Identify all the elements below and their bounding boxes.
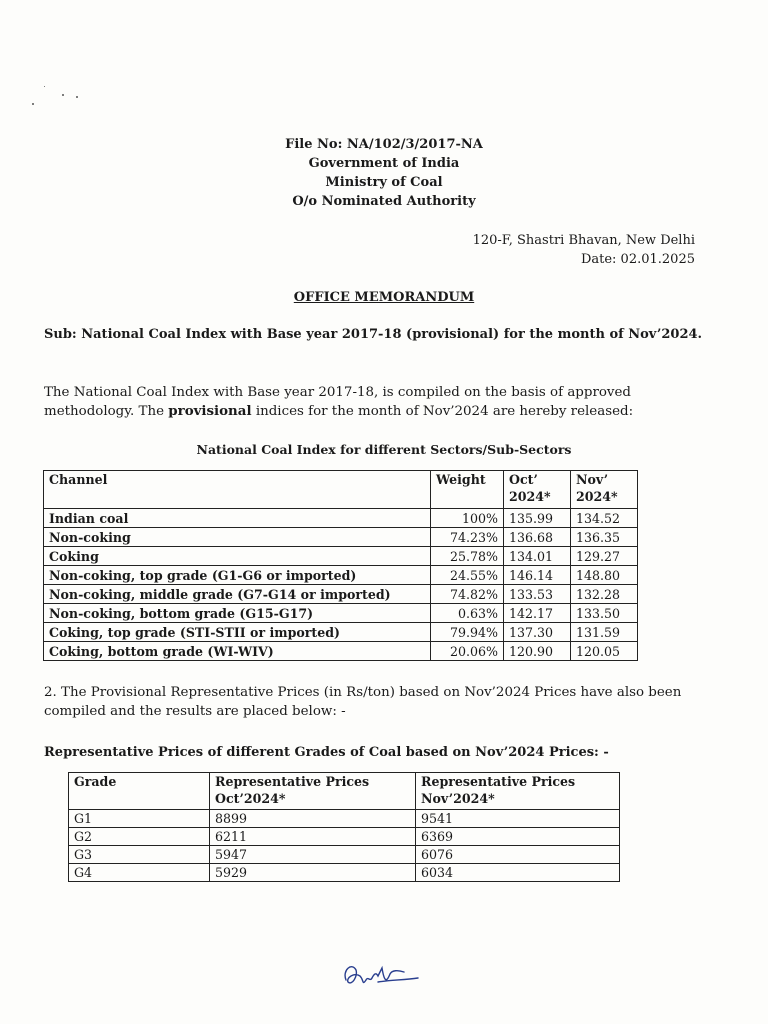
table-row	[44, 509, 638, 528]
col-header-nov-price: Representative Prices Nov’2024*	[416, 773, 620, 810]
scan-speck	[76, 96, 78, 98]
table-row	[44, 547, 638, 566]
weight-cell: 79.94%	[431, 623, 504, 642]
intro-text: The National Coal Index with Base year 2017-18, is compiled on the basis of approved methodology. The	[44, 385, 631, 419]
scan-speck	[32, 103, 34, 105]
channel-cell: Coking, bottom grade (WI-WIV)	[44, 642, 431, 661]
nov-cell: 132.28	[571, 585, 638, 604]
weight-cell: 24.55%	[431, 566, 504, 585]
channel-cell: Non-coking, middle grade (G7-G14 or imported)	[44, 585, 431, 604]
memo-subject: Sub: National Coal Index with Base year 2017-18 (provisional) for the month of Nov’2024.	[44, 327, 703, 342]
price-paragraph: 2. The Provisional Representative Prices (in Rs/ton) based on Nov’2024 Prices have also been compiled and the results are placed below: -	[44, 685, 682, 719]
price-table-caption: Representative Prices of different Grades of Coal based on Nov’2024 Prices: -	[44, 745, 609, 760]
channel-cell: Non-coking, bottom grade (G15-G17)	[44, 604, 431, 623]
nov-cell: 129.27	[571, 547, 638, 566]
ministry-line: Ministry of Coal	[325, 175, 443, 190]
nov-price-cell: 9541	[416, 810, 620, 828]
representative-price-table	[68, 772, 620, 882]
address: 120-F, Shastri Bhavan, New Delhi	[472, 233, 695, 248]
channel-cell: Coking, top grade (STI-STII or imported)	[44, 623, 431, 642]
grade-cell: G1	[69, 810, 210, 828]
nov-cell: 133.50	[571, 604, 638, 623]
weight-cell: 0.63%	[431, 604, 504, 623]
nov-cell: 131.59	[571, 623, 638, 642]
intro-paragraph	[44, 383, 704, 421]
table-row	[44, 623, 638, 642]
oct-price-cell: 8899	[210, 810, 416, 828]
col-header-grade: Grade	[69, 773, 210, 810]
col-header-nov: Nov’ 2024*	[571, 471, 638, 509]
table-row	[69, 828, 620, 846]
grade-cell: G3	[69, 846, 210, 864]
col-header-oct-price: Representative Prices Oct’2024*	[210, 773, 416, 810]
government-line: Government of India	[308, 156, 460, 171]
table-row	[44, 528, 638, 547]
oct-cell: 133.53	[504, 585, 571, 604]
oct-price-cell: 6211	[210, 828, 416, 846]
nov-price-cell: 6076	[416, 846, 620, 864]
oct-cell: 136.68	[504, 528, 571, 547]
weight-cell: 74.23%	[431, 528, 504, 547]
table-row	[69, 846, 620, 864]
table-row	[44, 642, 638, 661]
table-row	[69, 810, 620, 828]
weight-cell: 25.78%	[431, 547, 504, 566]
nov-cell: 136.35	[571, 528, 638, 547]
oct-cell: 134.01	[504, 547, 571, 566]
oct-price-cell: 5929	[210, 864, 416, 882]
scan-speck	[62, 94, 64, 96]
grade-cell: G4	[69, 864, 210, 882]
file-number: File No: NA/102/3/2017-NA	[285, 137, 483, 152]
memo-title: OFFICE MEMORANDUM	[293, 290, 475, 305]
channel-cell: Non-coking	[44, 528, 431, 547]
oct-price-cell: 5947	[210, 846, 416, 864]
coal-index-table	[43, 470, 638, 661]
weight-cell: 100%	[431, 509, 504, 528]
table-row	[44, 566, 638, 585]
col-header-oct: Oct’ 2024*	[504, 471, 571, 509]
table-row	[69, 864, 620, 882]
col-header-weight: Weight	[431, 471, 504, 509]
signature	[338, 958, 428, 998]
table-row	[44, 604, 638, 623]
nov-cell: 120.05	[571, 642, 638, 661]
memo-date: Date: 02.01.2025	[580, 252, 695, 267]
intro-bold-text: provisional	[168, 403, 252, 419]
table-header-row	[69, 773, 620, 810]
nov-cell: 134.52	[571, 509, 638, 528]
nov-price-cell: 6369	[416, 828, 620, 846]
office-line: O/o Nominated Authority	[292, 194, 476, 209]
oct-cell: 142.17	[504, 604, 571, 623]
oct-cell: 120.90	[504, 642, 571, 661]
intro-text-end: indices for the month of Nov’2024 are hereby released:	[251, 404, 634, 419]
col-header-channel: Channel	[44, 471, 431, 509]
table-row	[44, 585, 638, 604]
weight-cell: 20.06%	[431, 642, 504, 661]
oct-cell: 146.14	[504, 566, 571, 585]
scan-speck	[44, 86, 45, 87]
oct-cell: 135.99	[504, 509, 571, 528]
weight-cell: 74.82%	[431, 585, 504, 604]
channel-cell: Indian coal	[44, 509, 431, 528]
index-table-caption: National Coal Index for different Sectors/Sub-Sectors	[196, 442, 572, 457]
nov-cell: 148.80	[571, 566, 638, 585]
oct-cell: 137.30	[504, 623, 571, 642]
channel-cell: Non-coking, top grade (G1-G6 or imported)	[44, 566, 431, 585]
grade-cell: G2	[69, 828, 210, 846]
nov-price-cell: 6034	[416, 864, 620, 882]
table-header-row	[44, 471, 638, 509]
channel-cell: Coking	[44, 547, 431, 566]
